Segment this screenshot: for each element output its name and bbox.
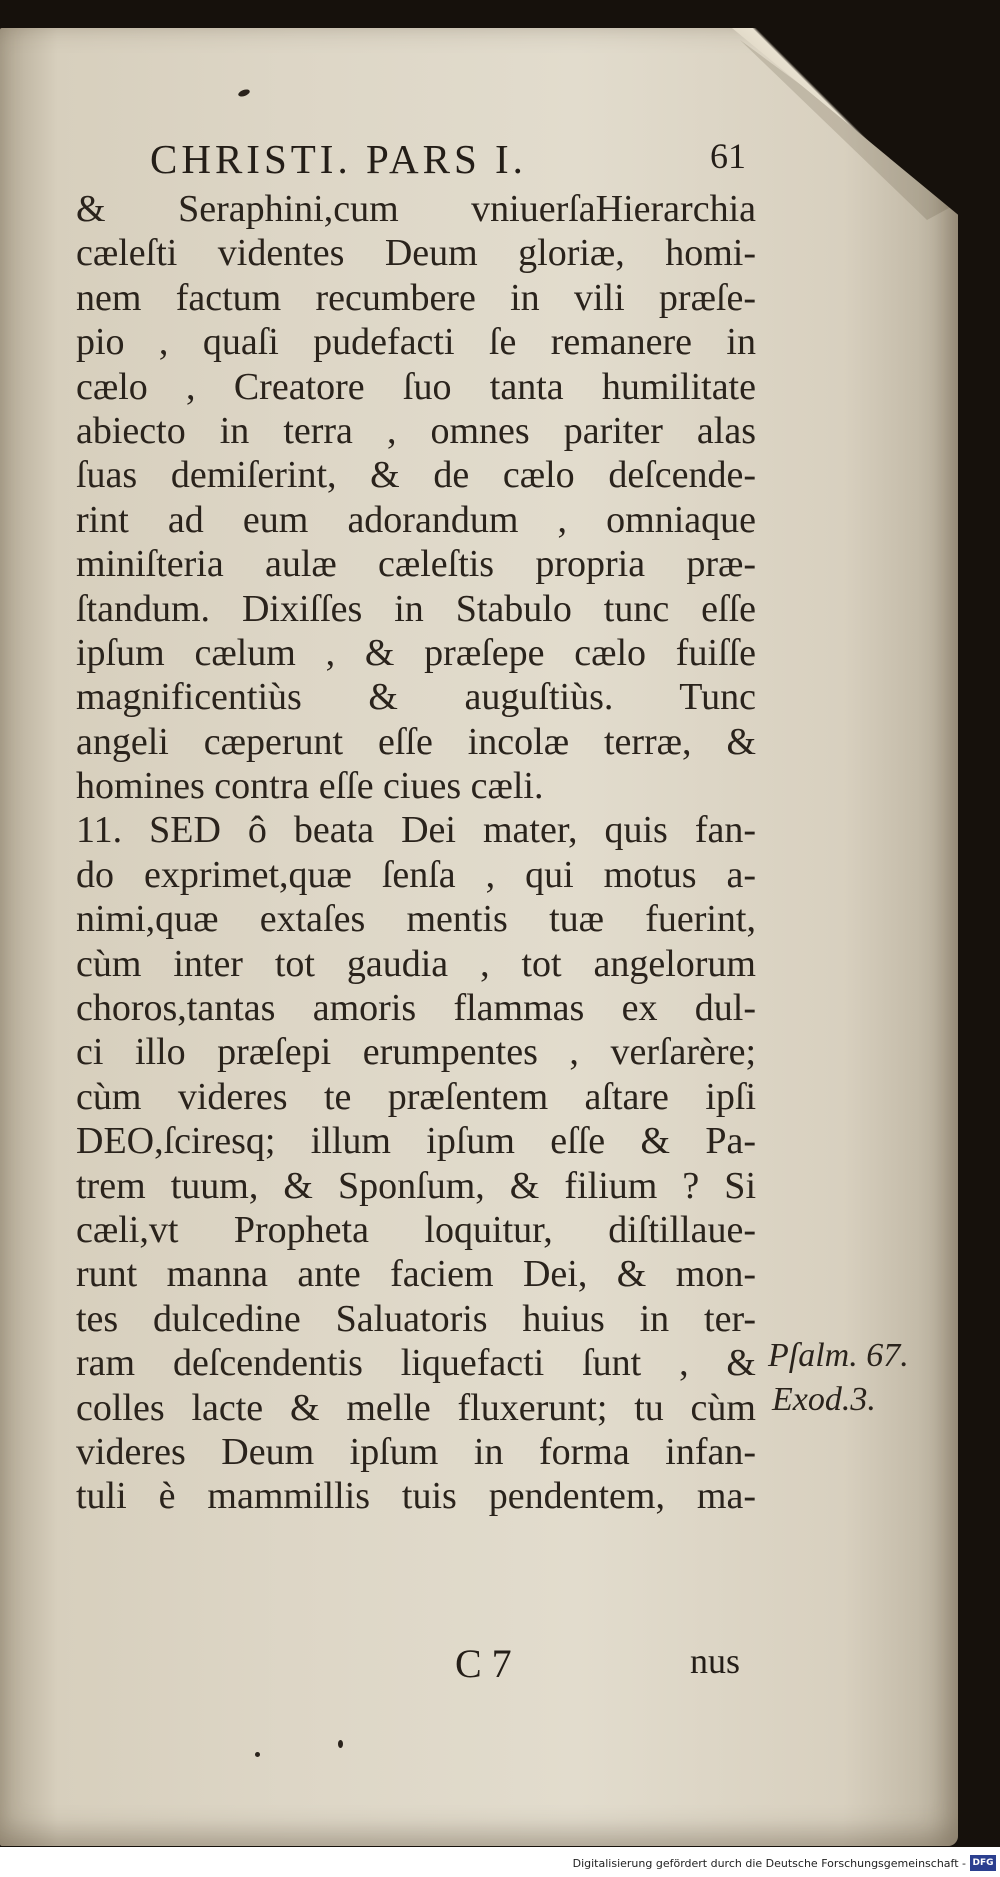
- text-line: ſtandum. Dixiſſes in Stabulo tunc eſſe: [76, 587, 756, 630]
- running-head: [150, 135, 750, 183]
- body-text: [76, 187, 756, 1519]
- text-line: cæli,vt Propheta loquitur, diſtillaue-: [76, 1208, 756, 1251]
- text-line: 11. SED ô beata Dei mater, quis fan-: [76, 809, 756, 852]
- margin-note-psalm: Pſalm. 67.: [768, 1337, 909, 1374]
- text-line: ipſum cælum , & præſepe cælo fuiſſe: [76, 631, 756, 674]
- text-line: abiecto in terra , omnes pariter alas: [76, 409, 756, 452]
- ink-mark: [338, 1740, 343, 1748]
- signature-mark: C 7: [455, 1641, 512, 1686]
- footer-credit: Digitalisierung gefördert durch die Deutsche Forschungsgemeinschaft -: [572, 1857, 966, 1870]
- text-line: miniſteria aulæ cæleſtis propria præ-: [76, 543, 756, 586]
- text-line: cùm videres te præſentem aſtare ipſi: [76, 1075, 756, 1118]
- text-line: choros,tantas amoris flammas ex dul-: [76, 987, 756, 1030]
- text-line: cùm inter tot gaudia , tot angelorum: [76, 942, 756, 985]
- text-line: ſuas demiſerint, & de cælo deſcende-: [76, 454, 756, 497]
- text-line: DEO,ſciresq; illum ipſum eſſe & Pa-: [76, 1120, 756, 1163]
- dfg-logo: DFG: [970, 1855, 996, 1871]
- catchword: nus: [690, 1641, 741, 1681]
- text-line: nimi,quæ extaſes mentis tuæ fuerint,: [76, 898, 756, 941]
- text-line: nem factum recumbere in vili præſe-: [76, 276, 756, 319]
- text-line: do exprimet,quæ ſenſa , qui motus a-: [76, 853, 756, 896]
- text-line: cælo , Creatore ſuo tanta humilitate: [76, 365, 756, 408]
- text-line: rint ad eum adorandum , omniaque: [76, 498, 756, 541]
- text-line: & Seraphini,cum vniuerſaHierarchia: [76, 188, 756, 230]
- text-line: cæleſti videntes Deum gloriæ, homi-: [76, 232, 756, 275]
- digitization-footer: [0, 1847, 1000, 1877]
- text-line: trem tuum, & Sponſum, & filium ? Si: [76, 1164, 756, 1207]
- text-line: magnificentiùs & auguſtiùs. Tunc: [76, 676, 756, 719]
- text-line: tuli è mammillis tuis pendentem, ma-: [76, 1475, 756, 1518]
- text-line: angeli cæperunt eſſe incolæ terræ, &: [76, 720, 756, 763]
- page-number: 61: [710, 136, 746, 176]
- text-line-paragraph-end: homines contra eſſe ciues cæli.: [76, 765, 544, 808]
- running-head-title: CHRISTI. PARS I.: [150, 136, 527, 182]
- ink-mark: [255, 1752, 260, 1757]
- text-line: pio , quaſi pudefacti ſe remanere in: [76, 321, 756, 364]
- margin-note: [768, 1334, 948, 1422]
- text-line: runt manna ante faciem Dei, & mon-: [76, 1253, 756, 1296]
- text-line: colles lacte & melle fluxerunt; tu cùm: [76, 1386, 756, 1429]
- margin-note-exodus: Exod.3.: [772, 1381, 876, 1418]
- text-line: ram deſcendentis liquefacti ſunt , &: [76, 1342, 756, 1385]
- text-line: tes dulcedine Saluatoris huius in ter-: [76, 1297, 756, 1340]
- text-line: ci illo præſepi erumpentes , verſarère;: [76, 1031, 756, 1074]
- text-line: videres Deum ipſum in forma infan-: [76, 1430, 756, 1473]
